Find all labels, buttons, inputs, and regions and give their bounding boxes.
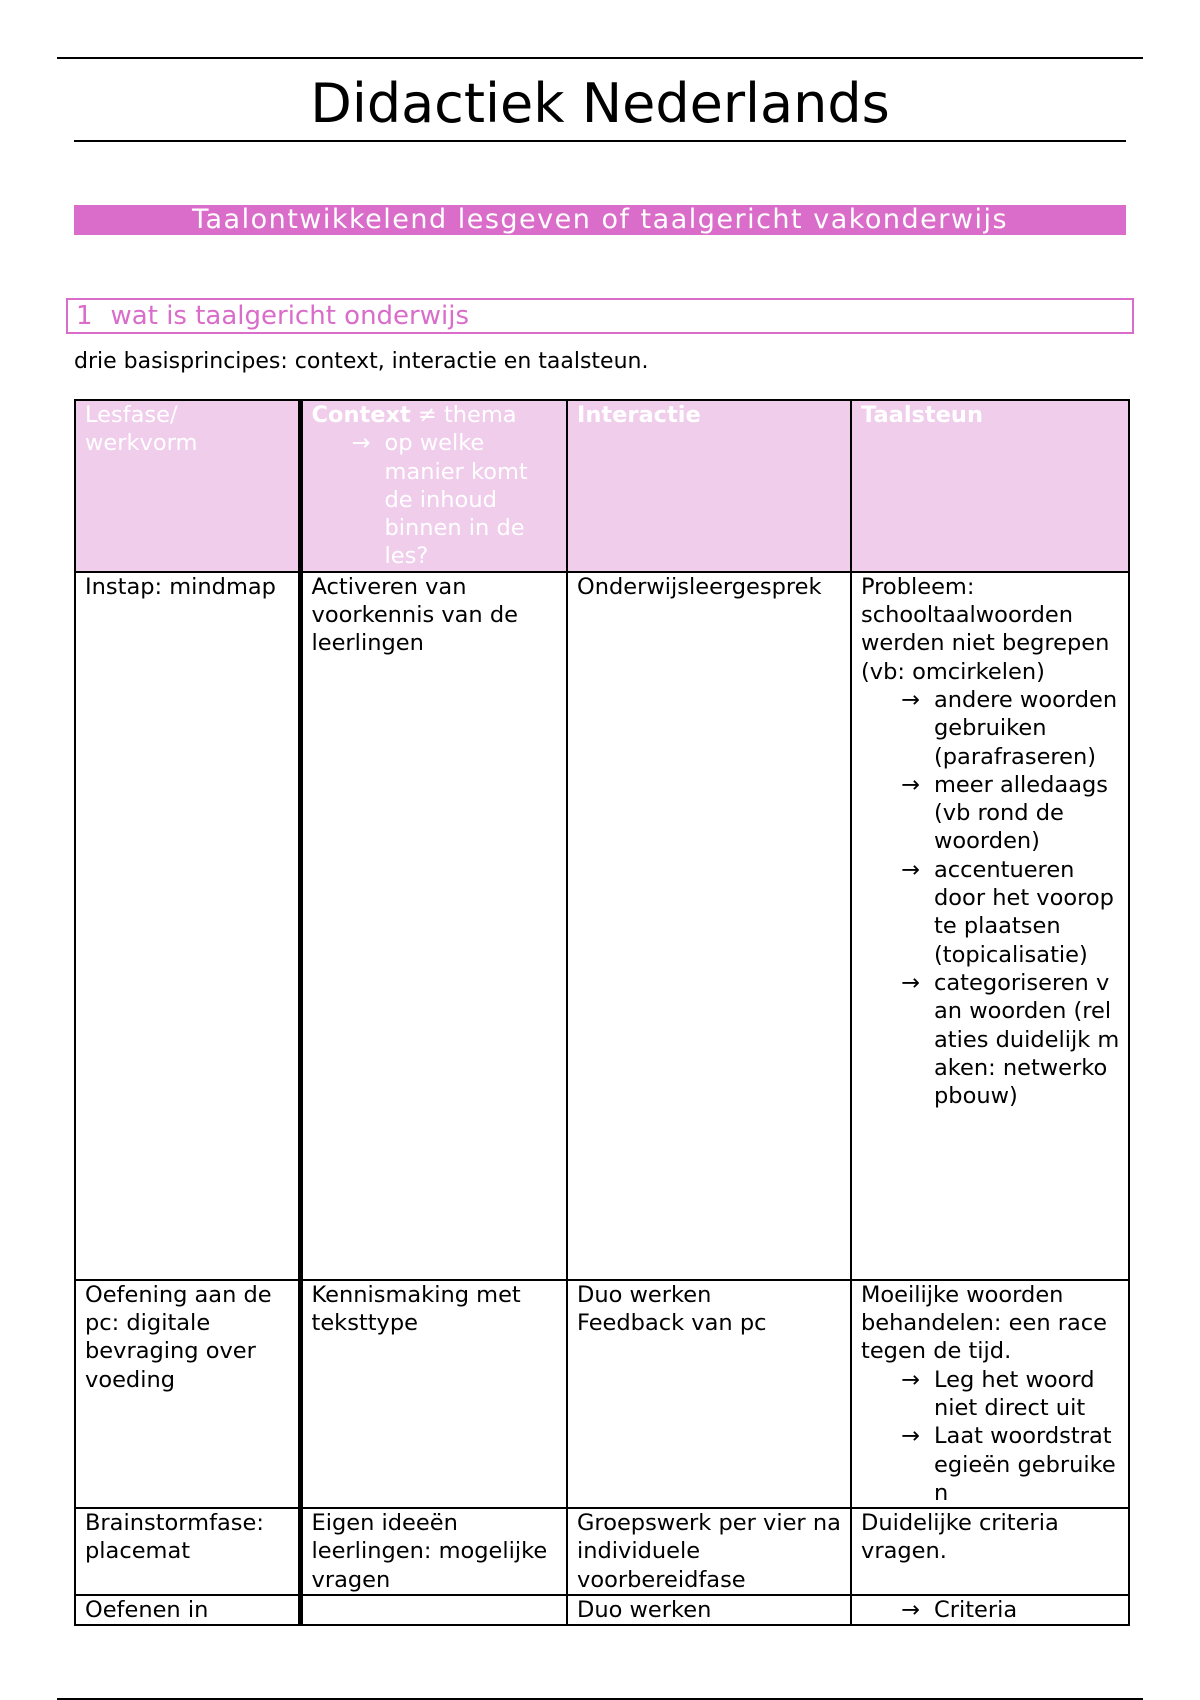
cell-lesfase: Oefenen in <box>75 1595 300 1625</box>
cell-lesfase: Oefening aan de pc: digitale bevraging over voeding <box>75 1280 300 1508</box>
section-title: wat is taalgericht onderwijs <box>110 301 469 331</box>
arrow-list-item: → Leg het woord niet direct uit <box>901 1366 1120 1423</box>
header-taalsteun: Taalsteun <box>851 400 1129 572</box>
arrow-list-item: → categoriseren van woorden (relaties duidelijk maken: netwerkopbouw) <box>901 969 1120 1110</box>
arrow-list <box>861 686 1120 1110</box>
header-lesfase: Lesfase/ werkvorm <box>75 400 300 572</box>
header-context-rest: ≠ thema <box>410 402 517 428</box>
cell-lesfase: Instap: mindmap <box>75 572 300 1280</box>
table-row <box>75 1280 1129 1508</box>
top-rule <box>57 57 1143 59</box>
cell-line: Duo werken <box>577 1281 712 1308</box>
cell-context: Eigen ideeën leerlingen: mogelijke vragen <box>300 1508 567 1595</box>
cell-interactie: Onderwijsleergesprek <box>567 572 851 1280</box>
cell-context: Kennismaking met teksttype <box>300 1280 567 1508</box>
intro-paragraph: drie basisprincipes: context, interactie en taalsteun. <box>74 349 649 374</box>
header-context <box>300 400 567 572</box>
table-header-row <box>75 400 1129 572</box>
cell-interactie <box>567 1280 851 1508</box>
cell-interactie: Duo werken <box>567 1595 851 1625</box>
arrow-list-item: → accentueren door het voorop te plaatsen (topicalisatie) <box>901 856 1120 969</box>
arrow-list-item: → meer alledaags (vb rond de woorden) <box>901 771 1120 856</box>
header-context-bullets <box>312 429 559 570</box>
cell-lesfase: Brainstormfase: placemat <box>75 1508 300 1595</box>
cell-taalsteun <box>851 1595 1129 1625</box>
cell-interactie: Groepswerk per vier na individuele voorbereidfase <box>567 1508 851 1595</box>
section-heading <box>66 298 1134 334</box>
cell-context <box>300 1595 567 1625</box>
table-row <box>75 572 1129 1280</box>
arrow-list-item: → op welke manier komt de inhoud binnen in de les? <box>352 429 559 570</box>
cell-lead-text: Moeilijke woorden behandelen: een race tegen de tijd. <box>861 1281 1107 1365</box>
header-interactie: Interactie <box>567 400 851 572</box>
arrow-list-item: → Criteria <box>901 1596 1120 1624</box>
cell-lead-text: Probleem: schooltaalwoorden werden niet begrepen (vb: omcirkelen) <box>861 573 1110 685</box>
document-title: Didactiek Nederlands <box>74 68 1126 142</box>
cell-taalsteun: Duidelijke criteria vragen. <box>851 1508 1129 1595</box>
table-row <box>75 1595 1129 1625</box>
cell-taalsteun <box>851 572 1129 1280</box>
cell-context: Activeren van voorkennis van de leerlingen <box>300 572 567 1280</box>
table-row <box>75 1508 1129 1595</box>
arrow-list <box>861 1366 1120 1507</box>
chapter-banner: Taalontwikkelend lesgeven of taalgericht vakonderwijs <box>74 205 1126 235</box>
lesson-table <box>74 399 1130 1626</box>
cell-line: Feedback van pc <box>577 1310 767 1337</box>
header-context-strong: Context <box>311 402 411 428</box>
arrow-list-item: → Laat woordstrategieën gebruiken <box>901 1422 1120 1507</box>
arrow-list-item: → andere woorden gebruiken (parafraseren) <box>901 686 1120 771</box>
arrow-list <box>861 1596 1120 1624</box>
section-number: 1 <box>76 301 93 331</box>
cell-taalsteun <box>851 1280 1129 1508</box>
